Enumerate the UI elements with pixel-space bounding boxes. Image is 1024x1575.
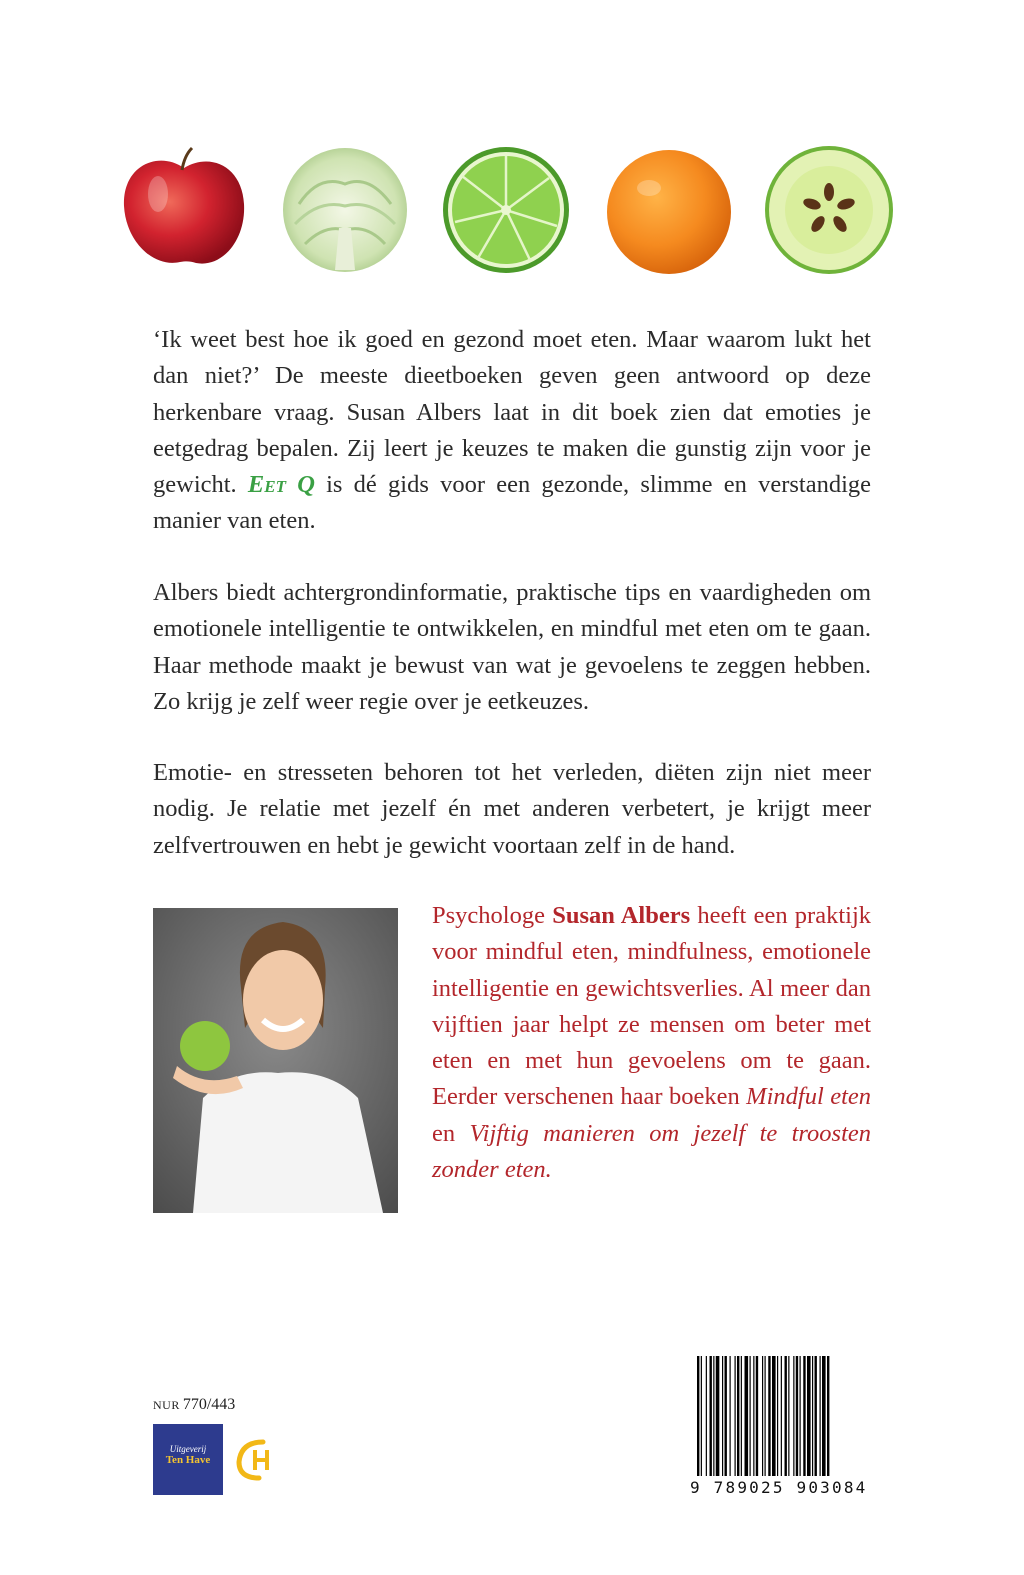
bio-intro: Psychologe — [432, 902, 545, 929]
barcode-bar — [737, 1356, 739, 1476]
barcode-bar — [785, 1356, 787, 1476]
barcode — [697, 1356, 869, 1476]
nur-label: NUR — [153, 1398, 180, 1412]
barcode-bar — [788, 1356, 789, 1476]
isbn-number: 9 789025 903084 — [690, 1478, 868, 1497]
barcode-bar — [768, 1356, 770, 1476]
barcode-bar — [701, 1356, 702, 1476]
red-apple-image — [118, 144, 250, 276]
barcode-bar — [722, 1356, 723, 1476]
cabbage-image — [279, 144, 411, 276]
publisher-emblem-icon — [233, 1436, 281, 1482]
author-photo — [153, 908, 398, 1213]
barcode-bar — [822, 1356, 826, 1476]
barcode-bar — [796, 1356, 798, 1476]
nur-value: 770/443 — [182, 1396, 236, 1413]
book-title-mindful-eten: Mindful eten — [746, 1083, 872, 1111]
barcode-bar — [713, 1356, 714, 1476]
barcode-bar — [793, 1356, 794, 1476]
barcode-bar — [756, 1356, 758, 1476]
barcode-bar — [781, 1356, 782, 1476]
author-bio — [432, 898, 871, 1188]
barcode-bar — [765, 1356, 766, 1476]
orange-image — [603, 144, 735, 276]
bio-connector: en — [432, 1119, 456, 1147]
barcode-bar — [807, 1356, 811, 1476]
barcode-bar — [716, 1356, 720, 1476]
barcode-bar — [815, 1356, 817, 1476]
barcode-bar — [753, 1356, 754, 1476]
barcode-bar — [741, 1356, 742, 1476]
author-name: Susan Albers — [552, 902, 691, 929]
barcode-bar — [812, 1356, 813, 1476]
blurb-paragraph-2: Albers biedt achtergrondinformatie, praktische tips en vaardigheden om emotionele intelligentie te ontwikkelen, en mindful met eten om te gaan. Haar methode maakt je bewust van wat je gevoelens te zeggen hebben. Zo krijg je zelf weer regie over je eetkeuzes. — [153, 579, 871, 715]
publisher-name: Ten Have — [165, 1454, 211, 1466]
barcode-bar — [820, 1356, 821, 1476]
barcode-bar — [710, 1356, 712, 1476]
barcode-bar — [735, 1356, 736, 1476]
blurb-paragraph-1 — [153, 322, 871, 540]
barcode-bar — [745, 1356, 749, 1476]
barcode-bar — [697, 1356, 699, 1476]
publisher-line1: Uitgeverij — [169, 1444, 207, 1454]
publisher-logo-box — [153, 1424, 223, 1495]
barcode-bar — [762, 1356, 763, 1476]
barcode-bar — [827, 1356, 829, 1476]
blurb-paragraph-3: Emotie- en stresseten behoren tot het verleden, diëten zijn niet meer nodig. Je relatie met jezelf én met anderen verbetert, je krijgt meer zelfvertrouwen en hebt je gewicht voortaan zelf in de hand. — [153, 759, 871, 859]
lime-slice-image — [440, 144, 572, 276]
apple-slice-image — [763, 144, 895, 276]
book-title-eet-q: Eet Q — [247, 471, 315, 499]
barcode-bar — [730, 1356, 731, 1476]
barcode-bar — [800, 1356, 801, 1476]
barcode-bar — [706, 1356, 707, 1476]
blurb-p1-before: ‘Ik weet best hoe ik goed en gezond moet eten. Maar waarom lukt het dan niet?’ De meeste dieetboeken geven geen antwoord op deze herkenbare vraag. Susan Albers laat in dit boek zien dat emoties je eetgedrag bepalen. Zij leert je keuzes te maken die gunstig zijn voor je gewicht. — [153, 326, 871, 499]
barcode-bar — [777, 1356, 778, 1476]
barcode-bar — [750, 1356, 751, 1476]
blurb-p1-after: is dé gids voor een gezonde, slimme en verstandige manier van eten. — [153, 471, 872, 535]
barcode-bar — [725, 1356, 727, 1476]
nur-code — [153, 1396, 235, 1414]
barcode-bar — [803, 1356, 805, 1476]
barcode-bar — [772, 1356, 776, 1476]
bio-text: heeft een praktijk voor mindful eten, mindfulness, emotionele intelligentie en gewichtsverlies. Al meer dan vijftien jaar helpt ze mensen om beter met eten en met hun gevoelens om te gaan. Eerder verschenen haar boeken — [432, 902, 872, 1111]
book-title-vijftig-manieren: Vijftig manieren om jezelf te troosten zonder eten. — [432, 1119, 872, 1184]
